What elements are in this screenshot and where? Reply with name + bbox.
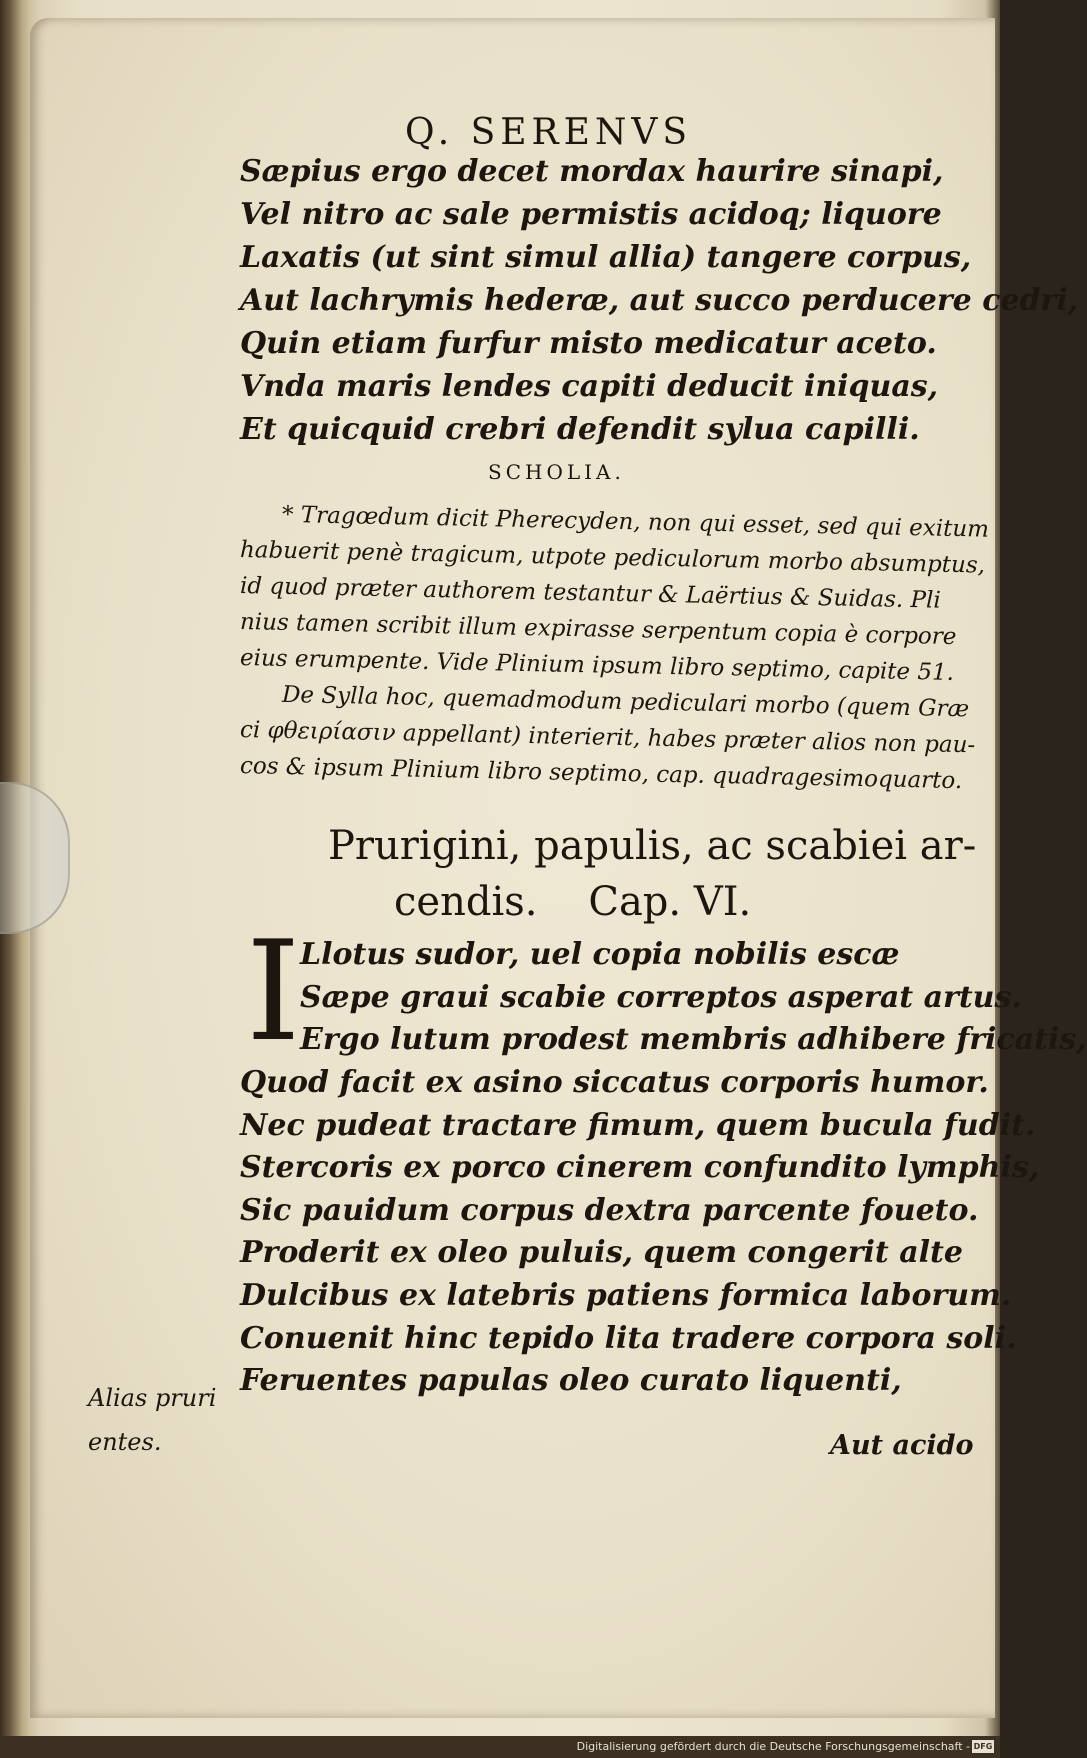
verse-line: Laxatis (ut sint simul allia) tangere corpus, (240, 240, 972, 275)
verse-line: Stercoris ex porco cinerem confundito lymphis, (240, 1150, 1040, 1186)
chapter-title-line: cendis. Cap. VI. (394, 879, 752, 925)
verse-line: Quod facit ex asino siccatus corporis humor. (240, 1065, 989, 1100)
verse-line: Llotus sudor, uel copia nobilis escæ (300, 937, 900, 972)
verse-line: Vel nitro ac sale permistis acidoq; liquore (240, 197, 942, 232)
verse-line: Et quicquid crebri defendit sylua capilli. (240, 412, 920, 447)
margin-note-line: entes. (88, 1428, 162, 1456)
verse-line: Nec pudeat tractare fimum, quem bucula fudit. (240, 1107, 1036, 1143)
verse-line: Dulcibus ex latebris patiens formica laborum. (240, 1277, 1012, 1313)
chapter-title-line: Prurigini, papulis, ac scabiei ar- (328, 823, 977, 869)
margin-note-line: Alias pruri (88, 1384, 217, 1412)
scholia-heading: SCHOLIA. (488, 460, 625, 484)
verse-line: Conuenit hinc tepido lita tradere corpora soli. (240, 1320, 1017, 1356)
scholia-line: ci φθειρίασιν appellant) interierit, habes præter alios non pau- (239, 717, 976, 759)
verse-line: Proderit ex oleo puluis, quem congerit alte (240, 1235, 963, 1271)
scholia-line: cos & ipsum Plinium libro septimo, cap. quadragesimoquarto. (239, 753, 963, 795)
verse-line: Ergo lutum prodest membris adhibere fricatis, (300, 1022, 1087, 1058)
margin-note (88, 1376, 216, 1464)
scholia-line: id quod præter authorem testantur & Laërtius & Suidas. Pli (239, 573, 942, 614)
verse-line: Quin etiam furfur misto medicatur aceto. (240, 326, 937, 361)
drop-cap: I (246, 911, 301, 1072)
verse-line: Sic pauidum corpus dextra parcente foueto. (240, 1192, 979, 1228)
verse-line: Sæpius ergo decet mordax haurire sinapi, (240, 154, 944, 189)
verse-block-main (240, 1062, 1039, 1403)
verse-line: Sæpe graui scabie correptos asperat artus. (300, 979, 1022, 1015)
verse-line: Aut lachrymis hederæ, aut succo perducere cedri, (240, 283, 1079, 318)
chapter-title (328, 818, 976, 930)
scholia-line: De Sylla hoc, quemadmodum pediculari morbo (quem Græ (281, 681, 970, 723)
verse-block-indented (300, 934, 1087, 1062)
scholia-line: eius erumpente. Vide Plinium ipsum libro septimo, capite 51. (239, 645, 955, 686)
verse-line: Vnda maris lendes capiti deducit iniquas, (240, 369, 939, 404)
scholia-line: habuerit penè tragicum, utpote pediculorum morbo absumptus, (239, 537, 986, 579)
scholia-text (239, 496, 990, 795)
running-head: Q. SERENVS (405, 112, 693, 153)
catchword: Aut acido (830, 1430, 974, 1461)
verse-block-top (240, 150, 1078, 451)
verse-line: Feruentes papulas oleo curato liquenti, (240, 1363, 902, 1399)
footer-credit: Digitalisierung gefördert durch die Deutsche Forschungsgemeinschaft - (576, 1740, 970, 1753)
scholia-line: nius tamen scribit illum expirasse serpentum copia è corpore (239, 609, 957, 651)
dfg-logo-icon: DFG (973, 1742, 993, 1751)
scholia-line: * Tragœdum dicit Pherecyden, non qui esset, sed qui exitum (281, 501, 990, 543)
